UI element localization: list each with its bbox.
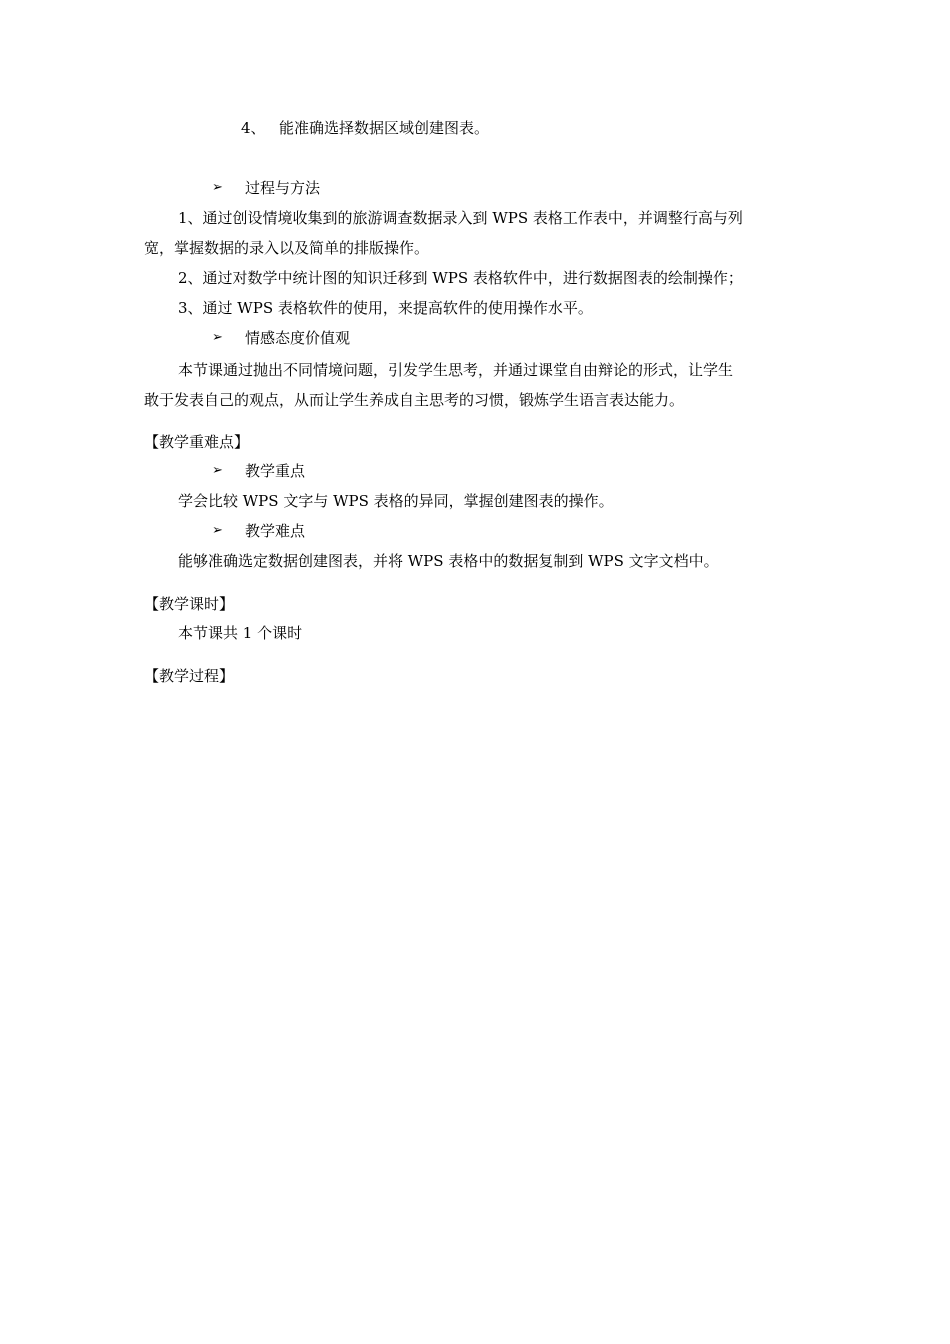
teaching-focus-text: 学会比较 WPS 文字与 WPS 表格的异同，掌握创建图表的操作。	[178, 492, 614, 510]
arrow-bullet-icon: ➢	[212, 463, 223, 478]
arrow-bullet-icon: ➢	[212, 523, 223, 538]
process-item-2: 2、通过对数学中统计图的知识迁移到 WPS 表格软件中，进行数据图表的绘制操作；	[178, 269, 743, 287]
subheading-emotion-values: 情感态度价值观	[245, 329, 351, 347]
emotion-paragraph-line-2: 敢于发表自己的观点，从而让学生养成自主思考的习惯，锻炼学生语言表达能力。	[144, 391, 685, 409]
arrow-bullet-icon: ➢	[212, 330, 223, 345]
list-item-number: 4、	[241, 119, 266, 137]
arrow-bullet-icon: ➢	[212, 180, 223, 195]
subheading-teaching-focus: 教学重点	[245, 462, 306, 480]
process-item-1-line-1: 1、通过创设情境收集到的旅游调查数据录入到 WPS 表格工作表中，并调整行高与列	[178, 209, 743, 227]
process-item-3: 3、通过 WPS 表格软件的使用，来提高软件的使用操作水平。	[178, 299, 593, 317]
emotion-paragraph-line-1: 本节课通过抛出不同情境问题，引发学生思考，并通过课堂自由辩论的形式，让学生	[178, 361, 734, 379]
section-title-class-hours: 【教学课时】	[144, 595, 235, 613]
list-item-text: 能准确选择数据区域创建图表。	[279, 119, 490, 137]
subheading-process-method: 过程与方法	[245, 179, 321, 197]
section-title-teaching-process: 【教学过程】	[144, 667, 235, 685]
class-hours-text: 本节课共 1 个课时	[178, 624, 303, 642]
section-title-key-points: 【教学重难点】	[144, 433, 250, 451]
subheading-teaching-difficulty: 教学难点	[245, 522, 306, 540]
process-item-1-line-2: 宽，掌握数据的录入以及简单的排版操作。	[144, 239, 430, 257]
teaching-difficulty-text: 能够准确选定数据创建图表，并将 WPS 表格中的数据复制到 WPS 文字文档中。	[178, 552, 719, 570]
